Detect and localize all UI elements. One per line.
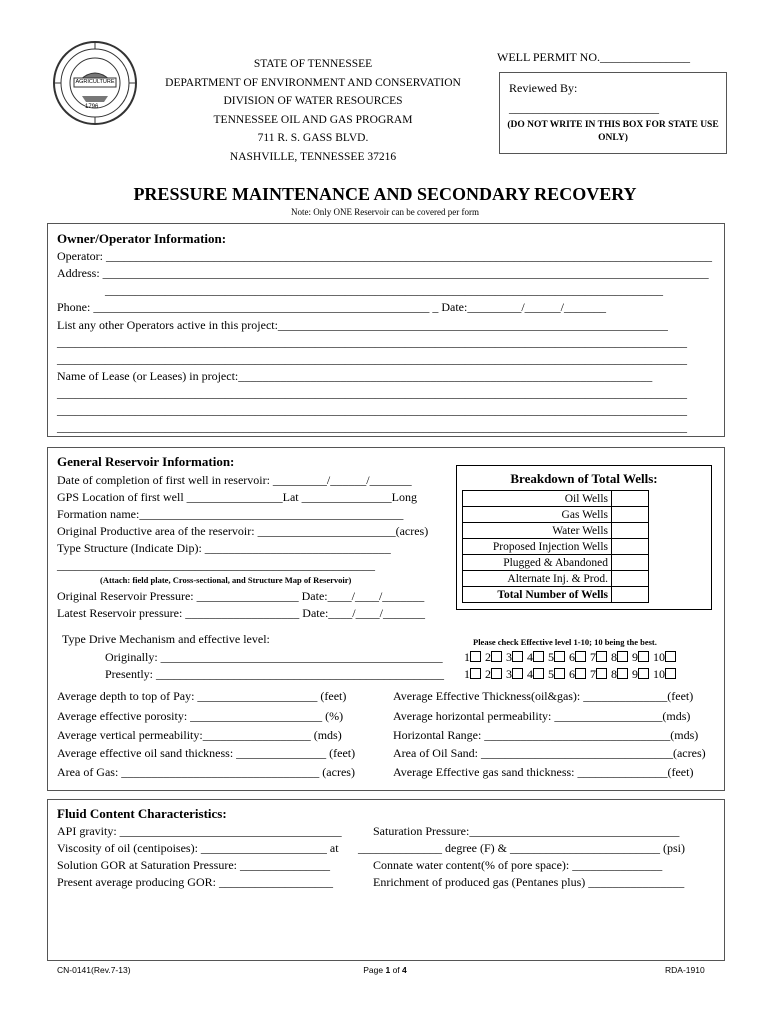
latest-pressure-field[interactable]: Latest Reservoir pressure: ___________________ Date:____/____/_______	[57, 606, 425, 620]
originally-level-10-checkbox[interactable]	[665, 651, 676, 662]
drive-mechanism-label: Type Drive Mechanism and effective level:	[62, 632, 270, 646]
gps-location-field[interactable]: GPS Location of first well ________________Lat _______________Long	[57, 490, 417, 504]
area-of-oil-sand-field[interactable]: Area of Oil Sand: ________________________________(acres)	[393, 746, 706, 760]
wells-row	[463, 555, 649, 571]
seal-agriculture: AGRICULTURE	[75, 79, 115, 85]
lease-line-4[interactable]: _________________________________________________________________________________________________________	[57, 420, 687, 434]
presently-level-2-checkbox[interactable]	[491, 668, 502, 679]
form-subtitle: Note: Only ONE Reservoir can be covered per form	[291, 207, 479, 217]
level-5-label: 5	[548, 667, 554, 681]
form-number: CN-0141(Rev.7-13)	[57, 965, 131, 975]
well-permit-number[interactable]: WELL PERMIT NO._______________	[497, 50, 690, 64]
injection-wells-label: Proposed Injection Wells	[463, 539, 612, 555]
wells-table	[462, 490, 649, 603]
enrichment-gas-field[interactable]: Enrichment of produced gas (Pentanes plus) ________________	[373, 875, 685, 889]
level-9-label: 9	[632, 650, 638, 664]
oil-viscosity-field[interactable]: Viscosity of oil (centipoises): _____________________ at	[57, 841, 339, 855]
presently-level-6-checkbox[interactable]	[575, 668, 586, 679]
level-7-label: 7	[590, 667, 596, 681]
wells-row	[463, 507, 649, 523]
presently-level-8-checkbox[interactable]	[617, 668, 628, 679]
page-of: of	[390, 965, 403, 975]
reviewed-by-field[interactable]: _________________________	[509, 101, 659, 115]
area-of-gas-field[interactable]: Area of Gas: _________________________________ (acres)	[57, 765, 355, 779]
originally-level-checkboxes	[464, 650, 677, 665]
page-prefix: Page	[363, 965, 386, 975]
wells-row	[463, 523, 649, 539]
level-7-label: 7	[590, 650, 596, 664]
depth-to-pay-field[interactable]: Average depth to top of Pay: ____________________ (feet)	[57, 689, 347, 703]
producing-gor-field[interactable]: Present average producing GOR: ___________________	[57, 875, 333, 889]
drive-presently-field[interactable]: Presently: ________________________________________________	[105, 667, 444, 681]
state-use-note: (DO NOT WRITE IN THIS BOX FOR STATE USE ONLY)	[507, 120, 719, 143]
state-use-box	[499, 72, 727, 154]
lease-name-field[interactable]: Name of Lease (or Leases) in project:_____________________________________________________________________	[57, 369, 653, 383]
address-field[interactable]: Address: _____________________________________________________________________________________________________	[57, 266, 709, 280]
reservoir-heading: General Reservoir Information:	[57, 454, 235, 469]
plugged-wells-count[interactable]	[612, 555, 649, 571]
effective-level-note: Please check Effective level 1-10; 10 being the best.	[473, 637, 657, 647]
structure-type-line-2[interactable]: _____________________________________________________	[57, 558, 375, 572]
presently-level-5-checkbox[interactable]	[554, 668, 565, 679]
header-street: 711 R. S. GASS BLVD.	[257, 132, 369, 145]
oil-wells-label: Oil Wells	[463, 491, 612, 507]
level-5-label: 5	[548, 650, 554, 664]
gas-wells-count[interactable]	[612, 507, 649, 523]
wells-heading: Breakdown of Total Wells:	[510, 471, 658, 486]
level-8-label: 8	[611, 667, 617, 681]
solution-gor-field[interactable]: Solution GOR at Saturation Pressure: _______________	[57, 858, 330, 872]
level-1-label: 1	[464, 667, 470, 681]
level-6-label: 6	[569, 667, 575, 681]
presently-level-7-checkbox[interactable]	[596, 668, 607, 679]
connate-water-field[interactable]: Connate water content(% of pore space): _______________	[373, 858, 663, 872]
header-division: DIVISION OF WATER RESOURCES	[223, 95, 403, 108]
owner-heading: Owner/Operator Information:	[57, 231, 227, 246]
gas-sand-thickness-field[interactable]: Average Effective gas sand thickness: _______________(feet)	[393, 765, 694, 779]
structure-type-field[interactable]: Type Structure (Indicate Dip): _______________________________	[57, 541, 391, 555]
level-2-label: 2	[485, 650, 491, 664]
oil-wells-count[interactable]	[612, 491, 649, 507]
api-gravity-field[interactable]: API gravity: _____________________________________	[57, 824, 342, 838]
wells-row	[463, 587, 649, 603]
alternate-wells-label: Alternate Inj. & Prod.	[463, 571, 612, 587]
operator-field[interactable]: Operator: _____________________________________________________________________________________________________	[57, 249, 712, 263]
level-1-label: 1	[464, 650, 470, 664]
level-9-label: 9	[632, 667, 638, 681]
originally-level-9-checkbox[interactable]	[638, 651, 649, 662]
originally-level-2-checkbox[interactable]	[491, 651, 502, 662]
vertical-permeability-field[interactable]: Average vertical permeability:__________________ (mds)	[57, 728, 342, 742]
originally-level-4-checkbox[interactable]	[533, 651, 544, 662]
lease-line-2[interactable]: _________________________________________________________________________________________________________	[57, 386, 687, 400]
other-operators-field[interactable]: List any other Operators active in this project:_________________________________________________________________	[57, 318, 668, 332]
level-6-label: 6	[569, 650, 575, 664]
horizontal-range-field[interactable]: Horizontal Range: _______________________________(mds)	[393, 728, 699, 742]
page-total: 4	[402, 965, 407, 975]
page-indicator	[340, 965, 430, 975]
total-wells-count[interactable]	[612, 587, 649, 603]
attach-note: (Attach: field plate, Cross-sectional, and Structure Map of Reservoir)	[100, 575, 352, 585]
page-number: 1	[385, 965, 391, 975]
water-wells-count[interactable]	[612, 523, 649, 539]
presently-level-4-checkbox[interactable]	[533, 668, 544, 679]
header-program: TENNESSEE OIL AND GAS PROGRAM	[213, 113, 413, 126]
state-seal	[52, 40, 138, 126]
originally-level-8-checkbox[interactable]	[617, 651, 628, 662]
fluid-heading: Fluid Content Characteristics:	[57, 806, 227, 821]
plugged-wells-label: Plugged & Abandoned	[463, 555, 612, 571]
wells-row	[463, 491, 649, 507]
alternate-wells-count[interactable]	[612, 571, 649, 587]
address-line-2[interactable]: _____________________________________________________________________________________________	[105, 283, 663, 297]
level-8-label: 8	[611, 650, 617, 664]
wells-row	[463, 539, 649, 555]
level-2-label: 2	[485, 667, 491, 681]
original-pressure-field[interactable]: Original Reservoir Pressure: _________________ Date:____/____/_______	[57, 589, 425, 603]
effective-thickness-field[interactable]: Average Effective Thickness(oil&gas): ______________(feet)	[393, 689, 694, 703]
form-title: PRESSURE MAINTENANCE AND SECONDARY RECOVERY	[133, 184, 637, 204]
water-wells-label: Water Wells	[463, 523, 612, 539]
originally-level-5-checkbox[interactable]	[554, 651, 565, 662]
phone-date-field[interactable]: Phone: ________________________________________________________ _ Date:_________/______/_______	[57, 300, 606, 314]
other-operators-line-3[interactable]: _________________________________________________________________________________________________________	[57, 352, 687, 366]
injection-wells-count[interactable]	[612, 539, 649, 555]
level-10-label: 10	[653, 667, 665, 681]
oil-sand-thickness-field[interactable]: Average effective oil sand thickness: _______________ (feet)	[57, 746, 356, 760]
presently-level-10-checkbox[interactable]	[665, 668, 676, 679]
drive-originally-field[interactable]: Originally: _______________________________________________	[105, 650, 443, 664]
wells-row	[463, 571, 649, 587]
presently-level-9-checkbox[interactable]	[638, 668, 649, 679]
originally-level-7-checkbox[interactable]	[596, 651, 607, 662]
other-operators-line-2[interactable]: _________________________________________________________________________________________________________	[57, 335, 687, 349]
level-3-label: 3	[506, 667, 512, 681]
header-city: NASHVILLE, TENNESSEE 37216	[229, 150, 397, 163]
presently-level-3-checkbox[interactable]	[512, 668, 523, 679]
level-4-label: 4	[527, 667, 533, 681]
level-4-label: 4	[527, 650, 533, 664]
agency-header	[130, 55, 496, 167]
originally-level-6-checkbox[interactable]	[575, 651, 586, 662]
seal-year: 1796	[85, 104, 99, 110]
header-state: STATE OF TENNESSEE	[253, 58, 373, 70]
horizontal-permeability-field[interactable]: Average horizontal permeability: __________________(mds)	[393, 709, 691, 723]
level-3-label: 3	[506, 650, 512, 664]
header-department: DEPARTMENT OF ENVIRONMENT AND CONSERVATION	[165, 76, 461, 89]
productive-area-field[interactable]: Original Productive area of the reservoir: _______________________(acres)	[57, 524, 429, 538]
rda-number: RDA-1910	[665, 965, 705, 975]
level-10-label: 10	[653, 650, 665, 664]
effective-porosity-field[interactable]: Average effective porosity: ______________________ (%)	[57, 709, 344, 723]
formation-name-field[interactable]: Formation name:____________________________________________	[57, 507, 404, 521]
gas-wells-label: Gas Wells	[463, 507, 612, 523]
viscosity-temperature-field[interactable]: ______________ degree (F) & _________________________ (psi)	[358, 841, 685, 855]
presently-level-1-checkbox[interactable]	[470, 668, 481, 679]
originally-level-1-checkbox[interactable]	[470, 651, 481, 662]
originally-level-3-checkbox[interactable]	[512, 651, 523, 662]
total-wells-label: Total Number of Wells	[463, 587, 612, 603]
saturation-pressure-field[interactable]: Saturation Pressure:___________________________________	[373, 824, 680, 838]
first-well-completion-date[interactable]: Date of completion of first well in reservoir: _________/______/_______	[57, 473, 412, 487]
reviewed-by-label: Reviewed By:	[509, 81, 578, 95]
lease-line-3[interactable]: _________________________________________________________________________________________________________	[57, 403, 687, 417]
presently-level-checkboxes	[464, 667, 677, 682]
